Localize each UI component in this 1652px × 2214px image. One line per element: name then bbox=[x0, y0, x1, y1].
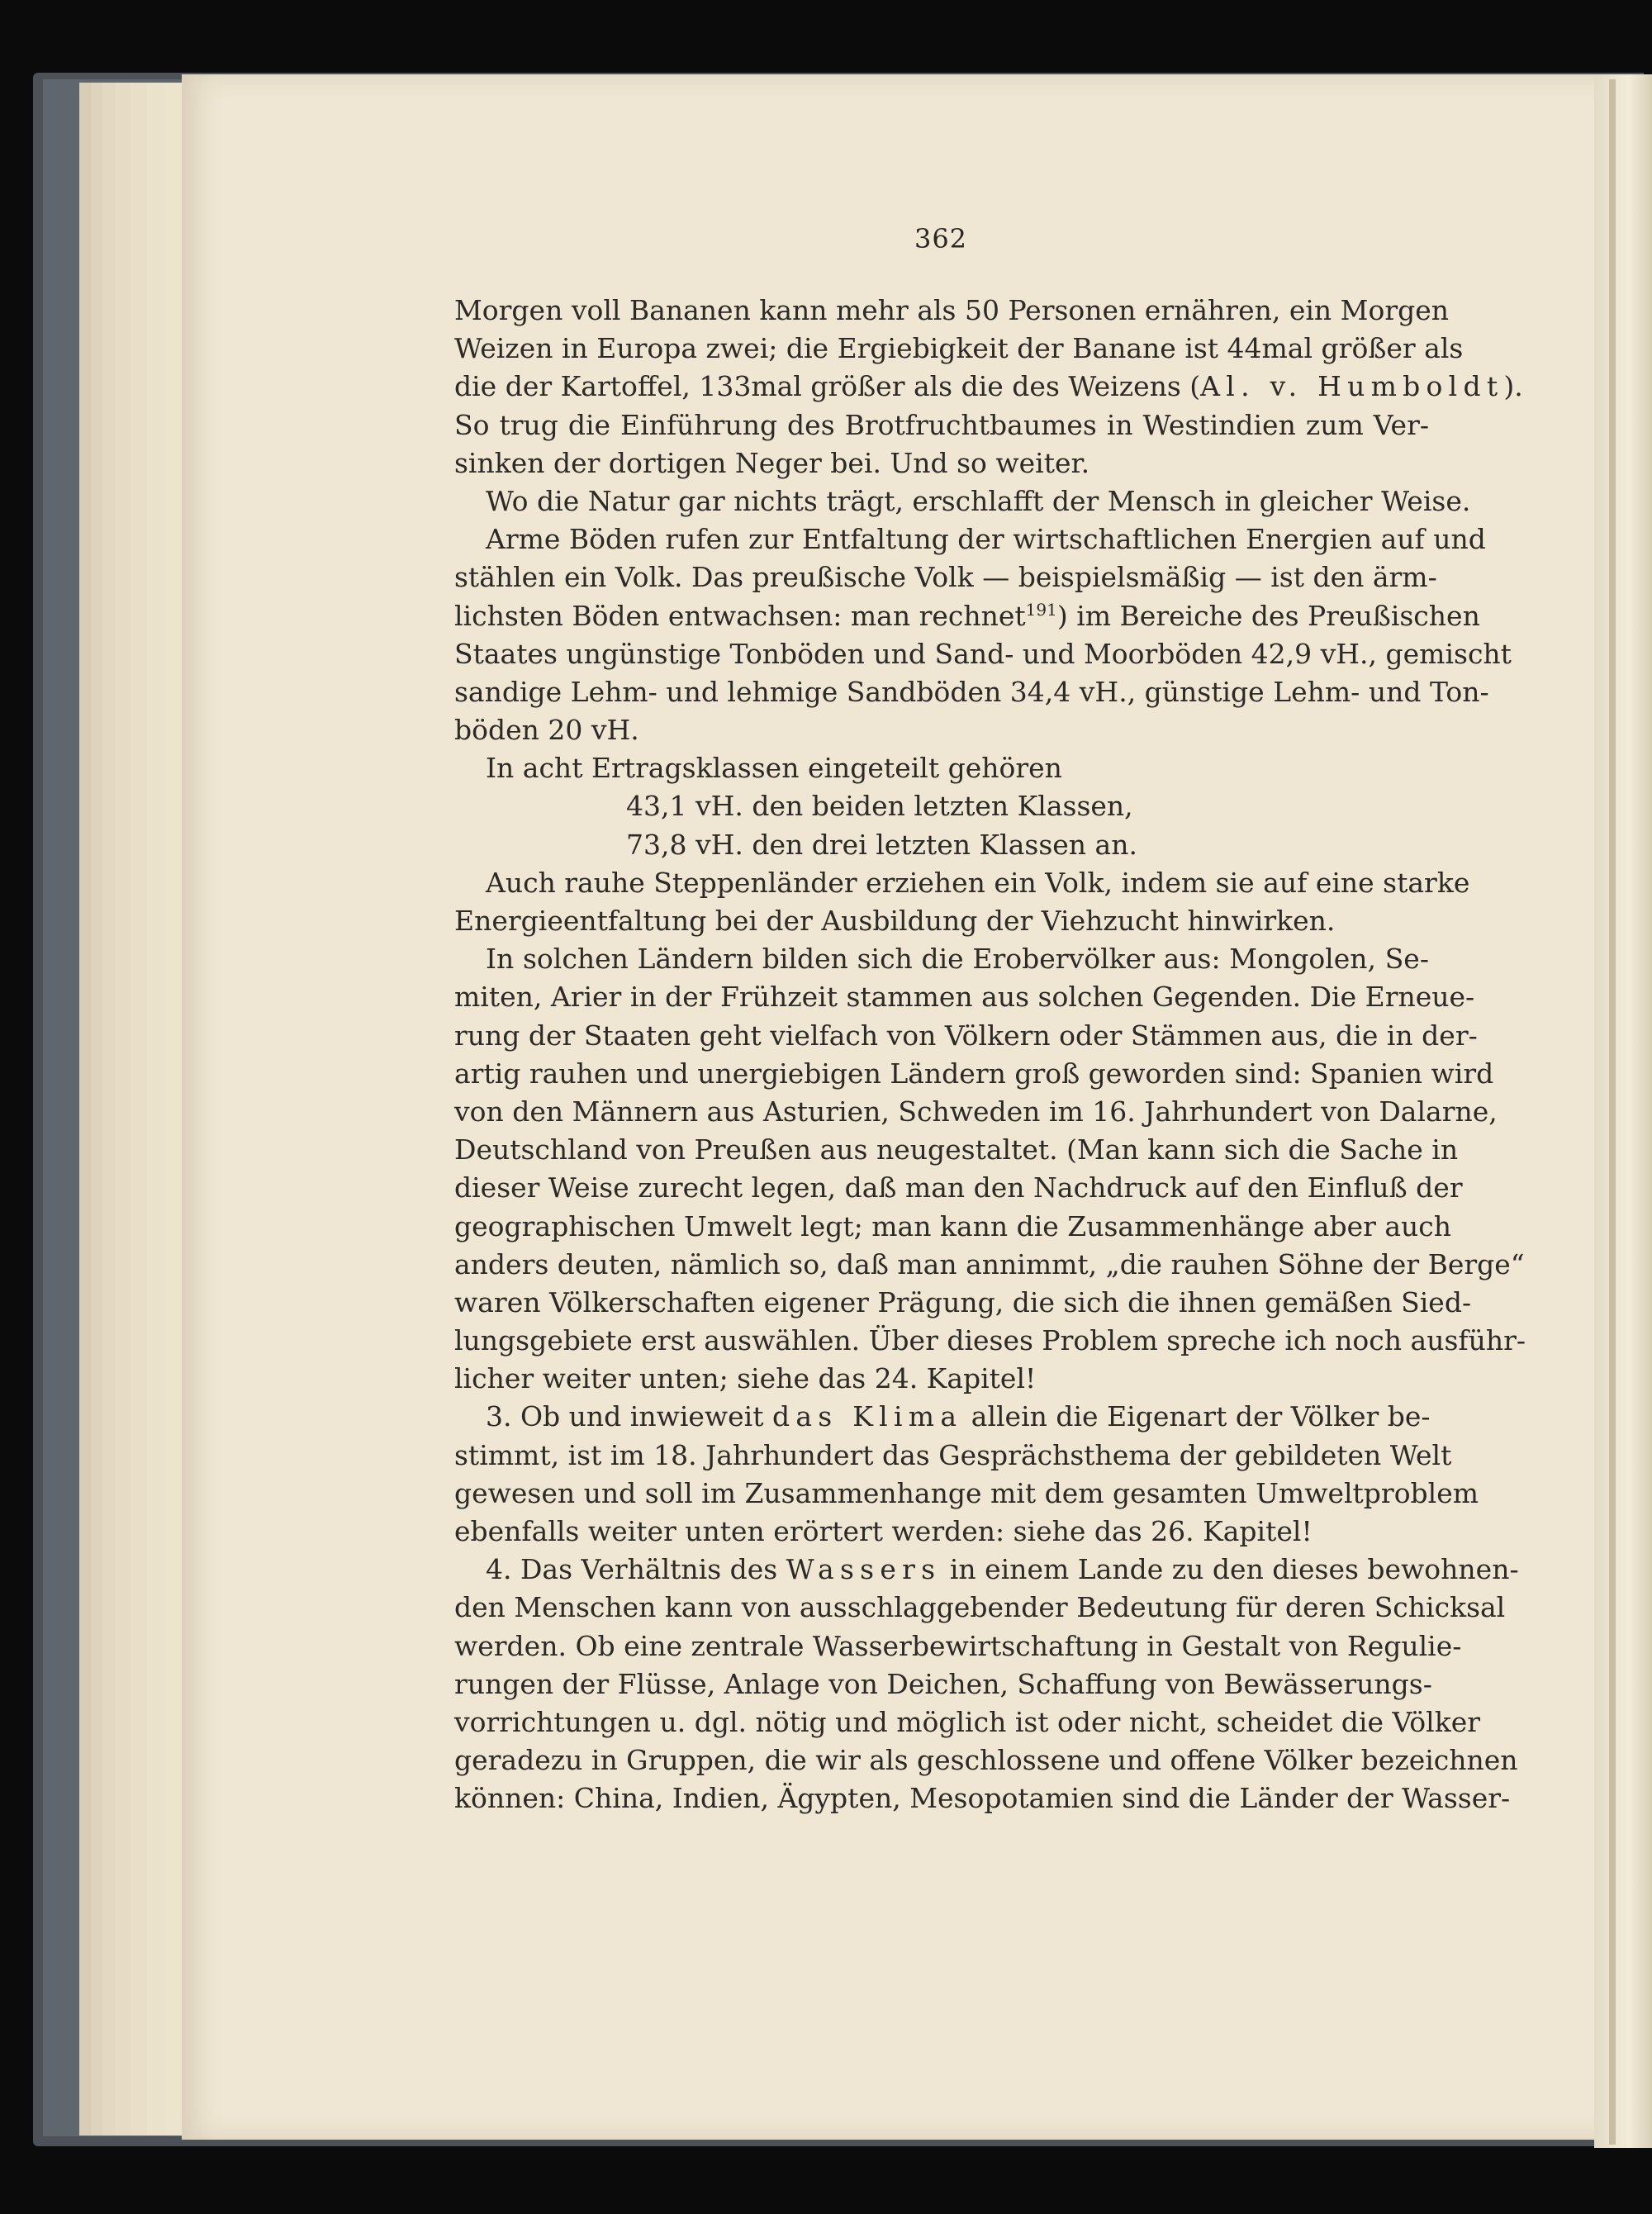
text-line: In acht Ertragsklassen eingeteilt gehören bbox=[486, 752, 1062, 785]
text-line: dieser Weise zurecht legen, daß man den Nachdruck auf den Einfluß der bbox=[454, 1171, 1463, 1204]
text-fragment: die der Kartoffel, 133mal größer als die des Weizens ( bbox=[454, 370, 1201, 403]
text-line bbox=[454, 1551, 1519, 1589]
text-line bbox=[454, 597, 1480, 635]
text-line: können: China, Indien, Ägypten, Mesopotamien sind die Länder der Wasser- bbox=[454, 1782, 1511, 1815]
text-line: In solchen Ländern bilden sich die Erobervölker aus: Mongolen, Se- bbox=[486, 943, 1429, 976]
text-fragment: allein die Eigenart der Völker be- bbox=[962, 1400, 1431, 1433]
text-line: Morgen voll Bananen kann mehr als 50 Personen ernähren, ein Morgen bbox=[454, 294, 1450, 326]
text-line: artig rauhen und unergiebigen Ländern groß geworden sind: Spanien wird bbox=[454, 1057, 1494, 1090]
text-line: ebenfalls weiter unten erörtert werden: siehe das 26. Kapitel! bbox=[454, 1515, 1313, 1547]
text-line: geradezu in Gruppen, die wir als geschlossene und offene Völker bezeichnen bbox=[454, 1744, 1518, 1777]
text-line: Deutschland von Preußen aus neugestaltet. (Man kann sich die Sache in bbox=[454, 1133, 1459, 1166]
text-line: Energieentfaltung bei der Ausbildung der Viehzucht hinwirken. bbox=[454, 905, 1336, 937]
text-line: Arme Böden rufen zur Entfaltung der wirtschaftlichen Energien auf und bbox=[486, 523, 1486, 556]
text-line: Weizen in Europa zwei; die Ergiebigkeit der Banane ist 44mal größer als bbox=[454, 332, 1464, 365]
text-line: anders deuten, nämlich so, daß man annimmt, „die rauhen Söhne der Berge“ bbox=[454, 1247, 1525, 1280]
body-text bbox=[454, 292, 1526, 1818]
spaced-term: Wassers bbox=[786, 1553, 942, 1586]
text-line: licher weiter unten; siehe das 24. Kapitel! bbox=[454, 1362, 1037, 1395]
text-line: vorrichtungen u. dgl. nötig und möglich ist oder nicht, scheidet die Völker bbox=[454, 1705, 1481, 1738]
text-line: Staates ungünstige Tonböden und Sand- und Moorböden 42,9 vH., gemischt bbox=[454, 637, 1512, 670]
table-row: 43,1 vH. den beiden letzten Klassen, bbox=[626, 790, 1133, 823]
page-number: 362 bbox=[914, 223, 968, 254]
text-line: So trug die Einführung des Brotfruchtbaumes in Westindien zum Ver- bbox=[454, 408, 1429, 441]
text-line: sinken der dortigen Neger bei. Und so weiter. bbox=[454, 446, 1090, 479]
text-fragment: im Bereiche des Preußischen bbox=[1067, 599, 1480, 632]
text-line: rung der Staaten geht vielfach von Völkern oder Stämmen aus, die in der- bbox=[454, 1019, 1478, 1052]
text-line: rungen der Flüsse, Anlage von Deichen, Schaffung von Bewässerungs- bbox=[454, 1667, 1432, 1700]
text-line: stimmt, ist im 18. Jahrhundert das Gesprächsthema der gebildeten Welt bbox=[454, 1438, 1452, 1471]
text-line: den Menschen kann von ausschlaggebender Bedeutung für deren Schicksal bbox=[454, 1591, 1506, 1624]
text-line bbox=[454, 1398, 1429, 1436]
table-row: 73,8 vH. den drei letzten Klassen an. bbox=[626, 828, 1137, 861]
text-line: von den Männern aus Asturien, Schweden im 16. Jahrhundert von Dalarne, bbox=[454, 1095, 1498, 1128]
text-line: waren Völkerschaften eigener Prägung, die sich die ihnen gemäßen Sied- bbox=[454, 1285, 1472, 1318]
text-fragment: ). bbox=[1503, 370, 1523, 403]
text-line: geographischen Umwelt legt; man kann die Zusammenhänge aber auch bbox=[454, 1209, 1452, 1242]
text-line: gewesen und soll im Zusammenhange mit dem gesamten Umweltproblem bbox=[454, 1476, 1479, 1509]
spaced-name: Al. v. Humboldt bbox=[1200, 370, 1504, 403]
text-fragment: in einem Lande zu den dieses bewohnen- bbox=[941, 1553, 1519, 1586]
text-line: böden 20 vH. bbox=[454, 714, 639, 747]
text-fragment: 3. Ob und inwieweit bbox=[486, 1400, 772, 1433]
text-line: lungsgebiete erst auswählen. Über dieses Problem spreche ich noch ausführ- bbox=[454, 1324, 1526, 1357]
text-line: Auch rauhe Steppenländer erziehen ein Volk, indem sie auf eine starke bbox=[486, 866, 1470, 899]
book-gutter-edge bbox=[1609, 79, 1616, 2145]
text-line bbox=[454, 368, 1523, 406]
text-fragment: lichsten Böden entwachsen: man rechnet bbox=[454, 599, 1026, 632]
text-fragment: 4. Das Verhältnis des bbox=[486, 1553, 786, 1586]
text-line: werden. Ob eine zentrale Wasserbewirtschaftung in Gestalt von Regulie- bbox=[454, 1629, 1462, 1662]
book-gutter bbox=[1594, 74, 1652, 2148]
text-line: miten, Arier in der Frühzeit stammen aus solchen Gegenden. Die Erneue- bbox=[454, 981, 1475, 1014]
text-line: sandige Lehm- und lehmige Sandböden 34,4 vH., günstige Lehm- und Ton- bbox=[454, 675, 1489, 708]
spaced-term: das Klima bbox=[771, 1400, 963, 1433]
text-fragment: ) bbox=[1056, 599, 1068, 632]
footnote-ref: 191 bbox=[1025, 599, 1057, 620]
text-line: Wo die Natur gar nichts trägt, erschlafft der Mensch in gleicher Weise. bbox=[486, 484, 1471, 517]
text-line: stählen ein Volk. Das preußische Volk — beispielsmäßig — ist den ärm- bbox=[454, 561, 1437, 594]
